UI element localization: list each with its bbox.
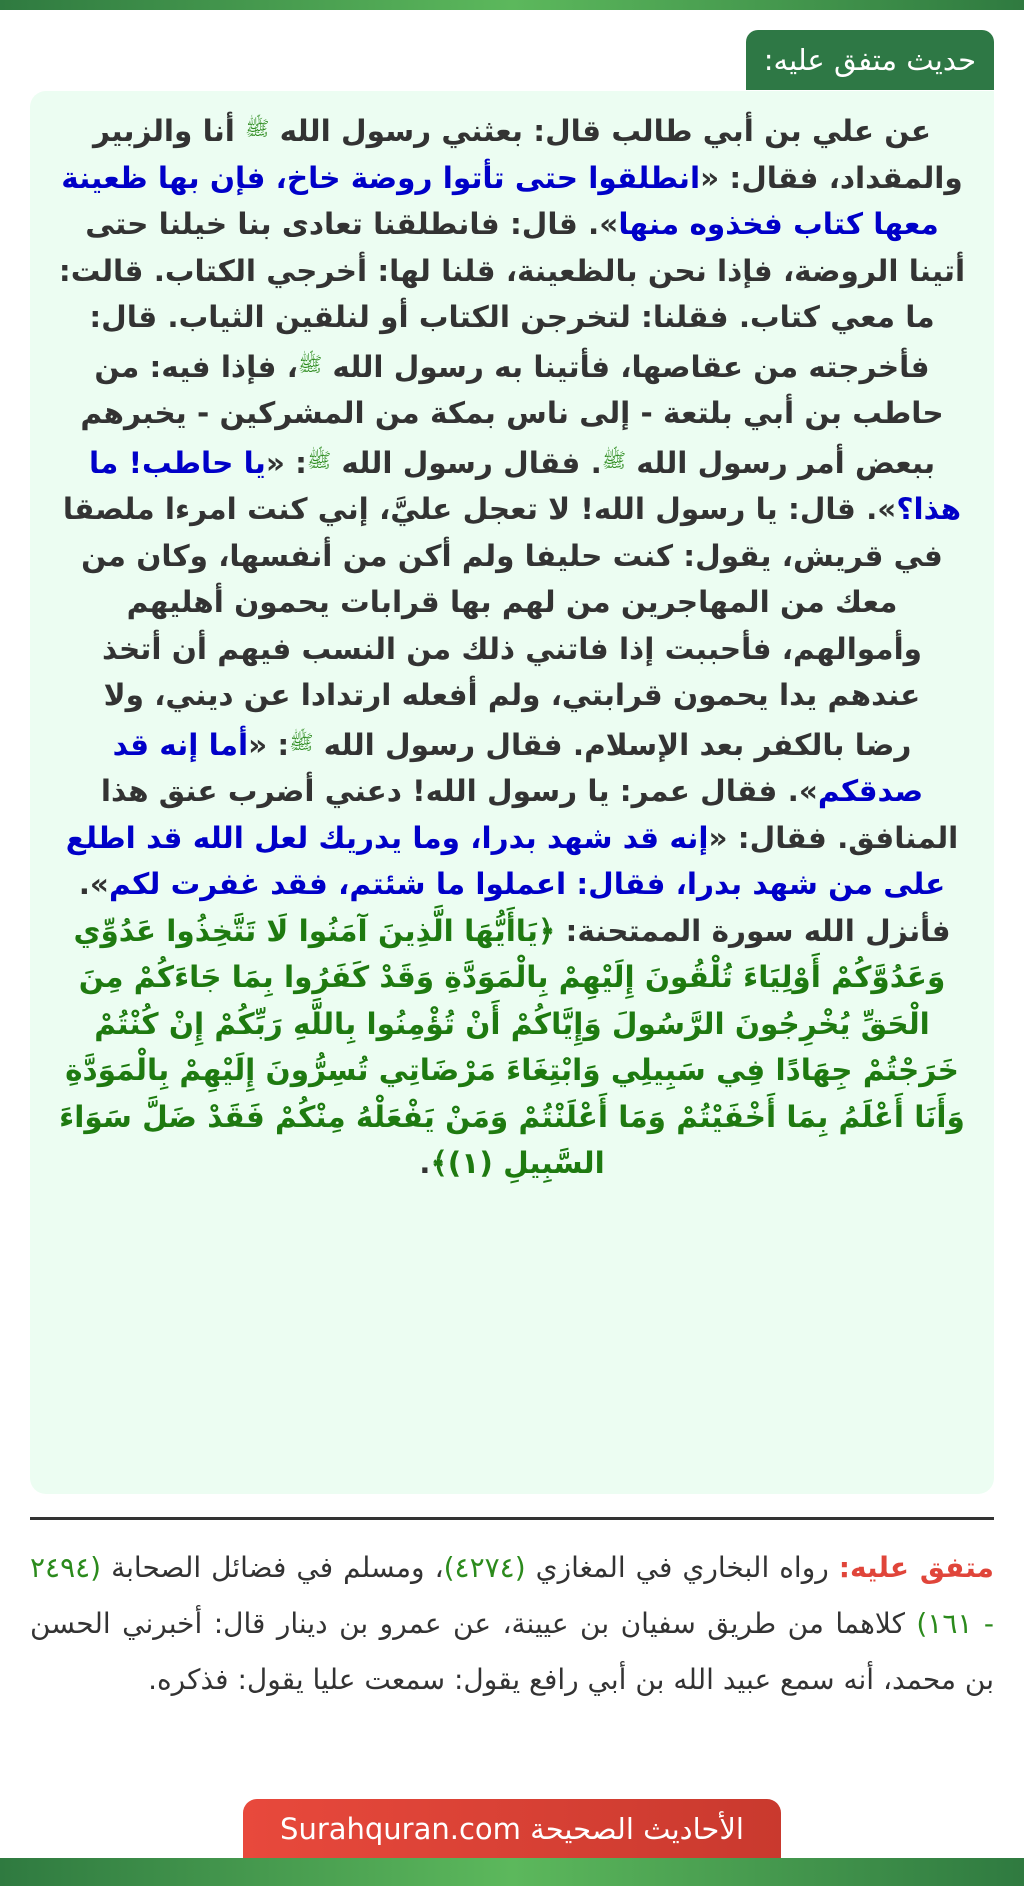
prophet-quote: إنه قد شهد بدرا، وما يدريك لعل الله قد اطلع على من شهد بدرا، فقال: اعملوا ما شئتم، فقد غفرت لكم (65, 820, 946, 901)
salawat-icon: ﷺ (297, 351, 323, 376)
source-label: متفق عليه: (838, 1551, 994, 1584)
prophet-quote: أما إنه قد صدقكم (112, 727, 924, 808)
narration-text: عن علي بن أبي طالب قال: بعثني رسول الله (269, 114, 931, 148)
prophet-quote: انطلقوا حتى تأتوا روضة خاخ، فإن بها ظعينة معها كتاب فخذوه منها (61, 160, 939, 241)
quran-verse: ﴿يَاأَيُّهَا الَّذِينَ آمَنُوا لَا تَتَّخِذُوا عَدُوِّي وَعَدُوَّكُمْ أَوْلِيَاءَ تُلْقُونَ إِلَيْهِمْ بِالْمَوَدَّةِ وَقَدْ كَفَرُوا بِمَا جَاءَكُمْ مِنَ الْحَقِّ يُخْرِجُونَ الرَّسُولَ وَإِيَّاكُمْ أَنْ تُؤْمِنُوا بِاللَّهِ رَبِّكُمْ إِنْ كُنْتُمْ خَرَجْتُمْ جِهَادًا فِي سَبِيلِي وَابْتِغَاءَ مَرْضَاتِي تُسِرُّونَ إِلَيْهِمْ بِالْمَوَدَّةِ وَأَنَا أَعْلَمُ بِمَا أَخْفَيْتُمْ وَمَا أَعْلَنْتُمْ وَمَنْ يَفْعَلْهُ مِنْكُمْ فَقَدْ ضَلَّ سَوَاءَ السَّبِيلِ (١)﴾ (59, 913, 965, 1180)
bukhari-reference: (٤٢٧٤) (443, 1551, 526, 1584)
divider (30, 1517, 994, 1520)
narration-text: : « (265, 445, 307, 480)
salawat-icon: ﷺ (601, 447, 626, 472)
narration-text: ». قال: يا رسول الله! لا تعجل عليَّ، إني كنت امرءا ملصقا في قريش، يقول: كنت حليفا ولم أكن من أنفسها، وكان من معك من المهاجرين من لهم بها قرابات يحمون أهليهم وأموالهم، فأحببت إذا فاتني ذلك من النسب فيهم أن أتخذ عندهم يدا يحمون قرابتي، ولم أفعله ارتدادا عن ديني، ولا (62, 492, 943, 712)
source-citation (30, 1540, 994, 1708)
site-link-button[interactable]: الأحاديث الصحيحة Surahquran.com (243, 1799, 781, 1859)
narration-text: . (419, 1146, 431, 1180)
narration-text: رضا بالكفر بعد الإسلام. فقال رسول الله (313, 727, 912, 762)
prophet-quote: يا حاطب! ما هذا؟ (88, 445, 962, 526)
narration-text: ». فقال عمر: يا رسول الله! دعني أضرب عنق هذا المنافق. فقال: « (100, 774, 959, 855)
source-text: رواه البخاري في المغازي (525, 1551, 839, 1584)
narration-text: ، فإذا فيه: من حاطب بن أبي بلتعة - إلى ناس بمكة من المشركين - يخبرهم ببعض أمر رسول الله (80, 349, 944, 480)
narration-text: أنا والزبير والمقداد، فقال: « (93, 114, 963, 195)
narration-text: : « (248, 727, 290, 762)
narration-text: . فقال رسول الله (331, 445, 602, 480)
narration-text: ». فأنزل الله سورة الممتحنة: (78, 867, 951, 948)
salawat-icon: ﷺ (245, 116, 270, 140)
source-text: كلاهما من طريق سفيان بن عيينة، عن عمرو بن دينار قال: أخبرني الحسن بن محمد، أنه سمع عبيد الله بن أبي رافع يقول: سمعت عليا يقول: فذكره. (30, 1607, 994, 1696)
salawat-icon: ﷺ (289, 729, 314, 754)
bottom-decorative-bar (0, 1858, 1024, 1886)
narration-text: ». قال: فانطلقنا تعادى بنا خيلنا حتى أتينا الروضة، فإذا نحن بالظعينة، قلنا لها: أخرجي الكتاب. قالت: ما معي كتاب. فقلنا: لتخرجن الكتاب أو لنلقين الثياب. قال: فأخرجته من عقاصها، فأتينا به رسول الله (58, 207, 966, 384)
hadith-text (52, 105, 972, 1187)
hadith-box (30, 91, 994, 1494)
page-title: حديث متفق عليه: (746, 30, 994, 90)
source-text: ، ومسلم في فضائل الصحابة (101, 1551, 444, 1584)
muslim-reference: (٢٤٩٤ - ١٦١) (30, 1551, 994, 1640)
salawat-icon: ﷺ (306, 447, 332, 472)
top-decorative-bar (0, 0, 1024, 10)
